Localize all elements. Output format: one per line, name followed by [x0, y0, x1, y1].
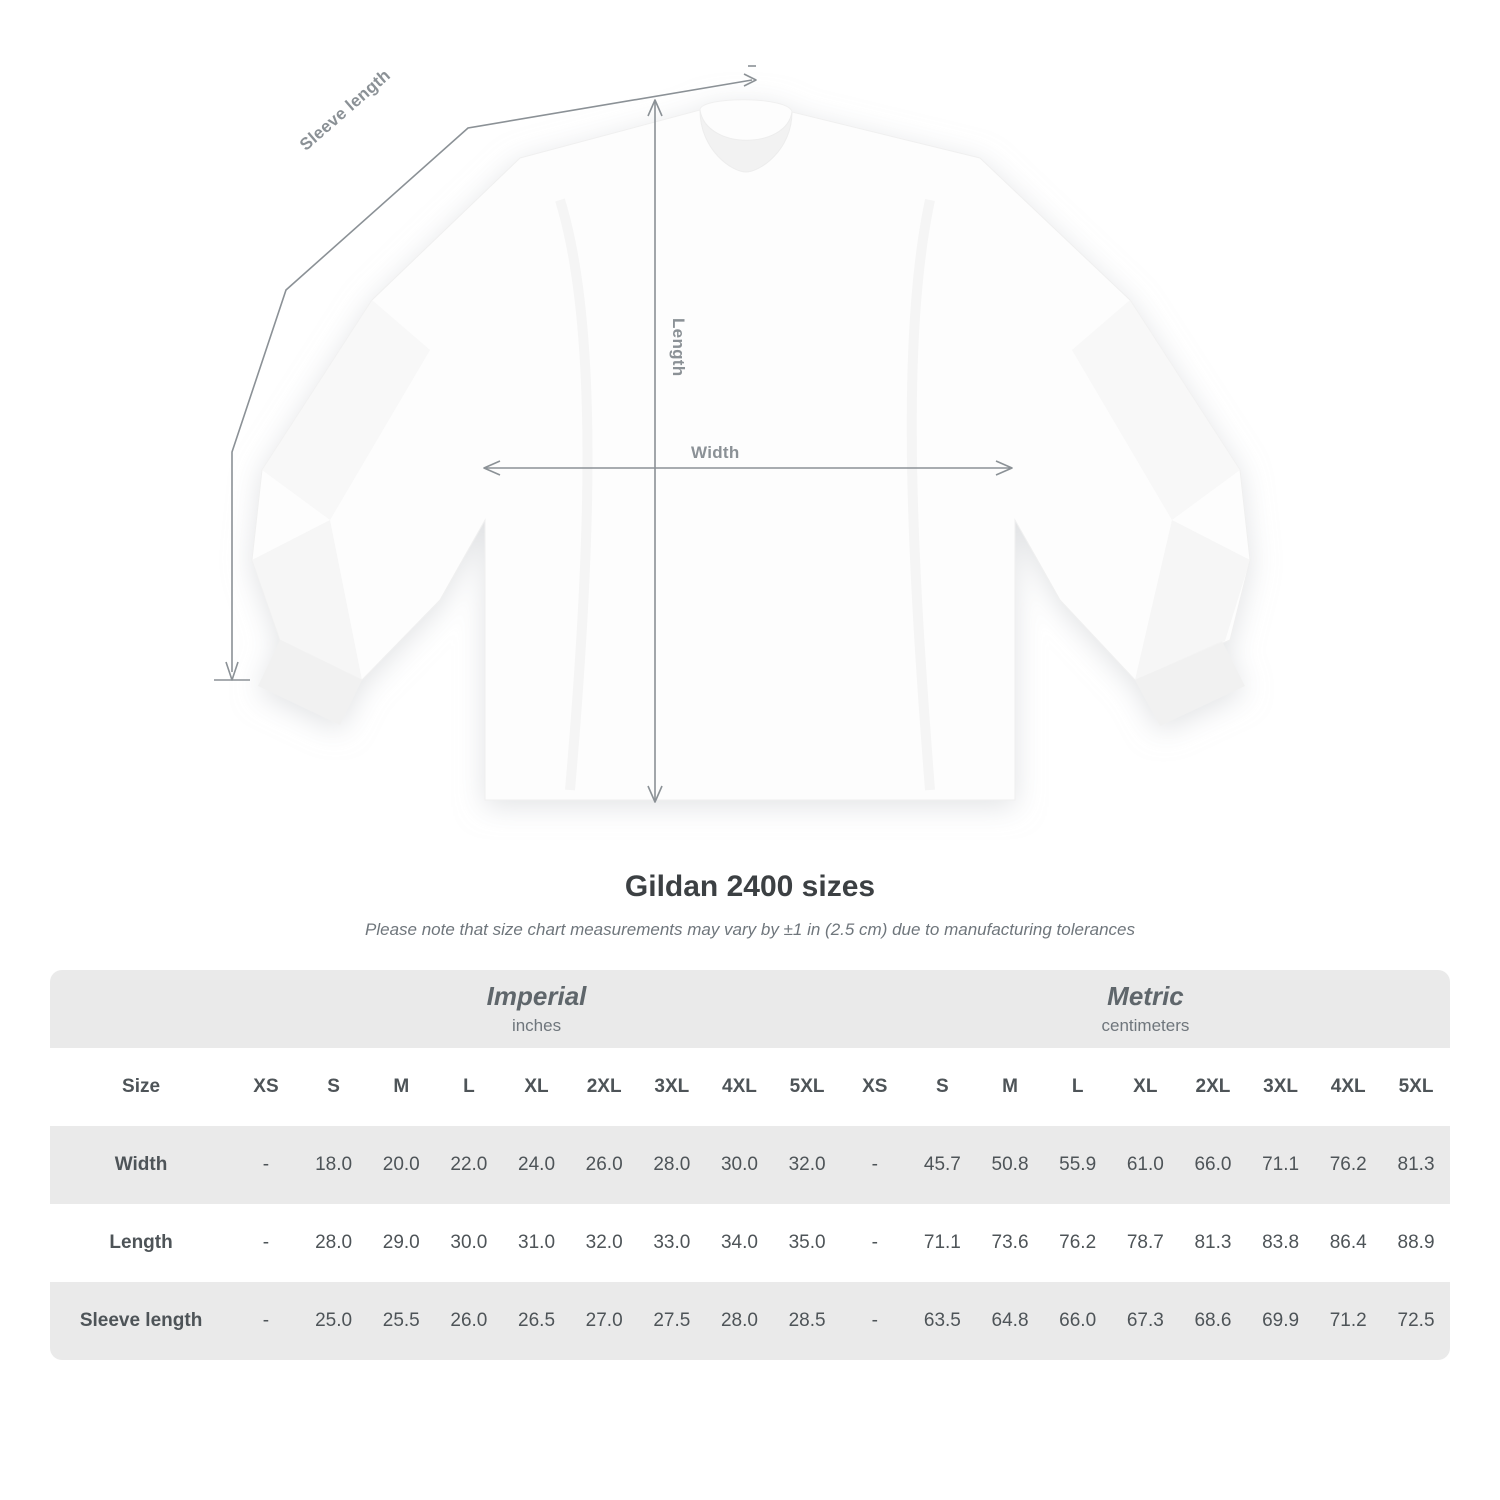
- col-imperial-xl: XL: [503, 1048, 571, 1126]
- col-metric-xs: XS: [841, 1048, 909, 1126]
- unit-imperial-name: Imperial: [486, 981, 587, 1011]
- cell-length-in-s: 28.0: [300, 1204, 368, 1282]
- cell-width-cm-s: 45.7: [909, 1126, 977, 1204]
- col-metric-4xl: 4XL: [1314, 1048, 1382, 1126]
- cell-sleeve-in-xl: 26.5: [503, 1282, 571, 1360]
- cell-width-cm-2xl: 66.0: [1179, 1126, 1247, 1204]
- cell-sleeve-in-xs: -: [232, 1282, 300, 1360]
- col-imperial-3xl: 3XL: [638, 1048, 706, 1126]
- cell-width-in-s: 18.0: [300, 1126, 368, 1204]
- cell-length-cm-5xl: 88.9: [1382, 1204, 1450, 1282]
- cell-length-cm-s: 71.1: [909, 1204, 977, 1282]
- shirt-shape: [252, 100, 1250, 800]
- cell-width-cm-xl: 61.0: [1111, 1126, 1179, 1204]
- col-imperial-s: S: [300, 1048, 368, 1126]
- cell-width-cm-m: 50.8: [976, 1126, 1044, 1204]
- cell-length-in-2xl: 32.0: [570, 1204, 638, 1282]
- cell-length-in-xl: 31.0: [503, 1204, 571, 1282]
- cell-sleeve-cm-5xl: 72.5: [1382, 1282, 1450, 1360]
- row-label-sleeve-length: Sleeve length: [50, 1282, 232, 1360]
- cell-length-cm-xl: 78.7: [1111, 1204, 1179, 1282]
- col-metric-2xl: 2XL: [1179, 1048, 1247, 1126]
- cell-sleeve-cm-xl: 67.3: [1111, 1282, 1179, 1360]
- cell-length-in-3xl: 33.0: [638, 1204, 706, 1282]
- col-imperial-xs: XS: [232, 1048, 300, 1126]
- col-metric-l: L: [1044, 1048, 1112, 1126]
- table-row: [50, 1126, 1450, 1204]
- cell-length-in-m: 29.0: [367, 1204, 435, 1282]
- cell-width-cm-l: 55.9: [1044, 1126, 1112, 1204]
- cell-width-in-xl: 24.0: [503, 1126, 571, 1204]
- unit-metric-sub: centimeters: [1101, 1015, 1190, 1035]
- table-row: [50, 1204, 1450, 1282]
- unit-metric: [841, 970, 1450, 1048]
- cell-width-in-2xl: 26.0: [570, 1126, 638, 1204]
- size-header-row: [50, 1048, 1450, 1126]
- unit-metric-name: Metric: [1107, 981, 1184, 1011]
- tolerance-note: Please note that size chart measurements may vary by ±1 in (2.5 cm) due to manufacturing tolerances: [365, 920, 1135, 939]
- cell-length-cm-2xl: 81.3: [1179, 1204, 1247, 1282]
- col-metric-xl: XL: [1111, 1048, 1179, 1126]
- cell-sleeve-in-5xl: 28.5: [773, 1282, 841, 1360]
- unit-imperial-sub: inches: [511, 1015, 562, 1035]
- col-metric-s: S: [909, 1048, 977, 1126]
- cell-length-cm-m: 73.6: [976, 1204, 1044, 1282]
- cell-width-in-4xl: 30.0: [706, 1126, 774, 1204]
- cell-width-cm-4xl: 76.2: [1314, 1126, 1382, 1204]
- page-title: Gildan 2400 sizes: [624, 870, 876, 903]
- cell-length-in-l: 30.0: [435, 1204, 503, 1282]
- cell-width-in-3xl: 28.0: [638, 1126, 706, 1204]
- cell-width-in-5xl: 32.0: [773, 1126, 841, 1204]
- table-row: [50, 1282, 1450, 1360]
- cell-sleeve-in-l: 26.0: [435, 1282, 503, 1360]
- col-metric-m: M: [976, 1048, 1044, 1126]
- row-label-width: Width: [50, 1126, 232, 1204]
- length-label: Length: [669, 318, 688, 377]
- cell-length-in-5xl: 35.0: [773, 1204, 841, 1282]
- cell-sleeve-cm-s: 63.5: [909, 1282, 977, 1360]
- cell-width-cm-5xl: 81.3: [1382, 1126, 1450, 1204]
- cell-length-cm-3xl: 83.8: [1247, 1204, 1315, 1282]
- size-row-header: Size: [50, 1048, 232, 1126]
- col-imperial-4xl: 4XL: [706, 1048, 774, 1126]
- col-imperial-2xl: 2XL: [570, 1048, 638, 1126]
- cell-sleeve-in-s: 25.0: [300, 1282, 368, 1360]
- cell-sleeve-cm-m: 64.8: [976, 1282, 1044, 1360]
- cell-sleeve-cm-3xl: 69.9: [1247, 1282, 1315, 1360]
- cell-width-cm-3xl: 71.1: [1247, 1126, 1315, 1204]
- title-block: [0, 870, 1500, 940]
- cell-width-in-l: 22.0: [435, 1126, 503, 1204]
- cell-width-cm-xs: -: [841, 1126, 909, 1204]
- size-table-wrap: [50, 970, 1450, 1360]
- col-imperial-5xl: 5XL: [773, 1048, 841, 1126]
- cell-length-in-xs: -: [232, 1204, 300, 1282]
- cell-length-in-4xl: 34.0: [706, 1204, 774, 1282]
- cell-sleeve-cm-4xl: 71.2: [1314, 1282, 1382, 1360]
- col-imperial-l: L: [435, 1048, 503, 1126]
- cell-length-cm-l: 76.2: [1044, 1204, 1112, 1282]
- cell-sleeve-cm-xs: -: [841, 1282, 909, 1360]
- cell-sleeve-in-4xl: 28.0: [706, 1282, 774, 1360]
- cell-length-cm-4xl: 86.4: [1314, 1204, 1382, 1282]
- cell-width-in-m: 20.0: [367, 1126, 435, 1204]
- cell-sleeve-cm-l: 66.0: [1044, 1282, 1112, 1360]
- row-label-length: Length: [50, 1204, 232, 1282]
- cell-length-cm-xs: -: [841, 1204, 909, 1282]
- col-metric-3xl: 3XL: [1247, 1048, 1315, 1126]
- unit-row-spacer: [50, 970, 232, 1048]
- unit-imperial: [232, 970, 841, 1048]
- cell-width-in-xs: -: [232, 1126, 300, 1204]
- cell-sleeve-in-2xl: 27.0: [570, 1282, 638, 1360]
- sleeve-length-label: Sleeve length: [296, 65, 395, 155]
- col-imperial-m: M: [367, 1048, 435, 1126]
- width-label: Width: [691, 443, 740, 462]
- cell-sleeve-in-3xl: 27.5: [638, 1282, 706, 1360]
- size-table: [50, 970, 1450, 1360]
- cell-sleeve-cm-2xl: 68.6: [1179, 1282, 1247, 1360]
- unit-header-row: [50, 970, 1450, 1048]
- cell-sleeve-in-m: 25.5: [367, 1282, 435, 1360]
- col-metric-5xl: 5XL: [1382, 1048, 1450, 1126]
